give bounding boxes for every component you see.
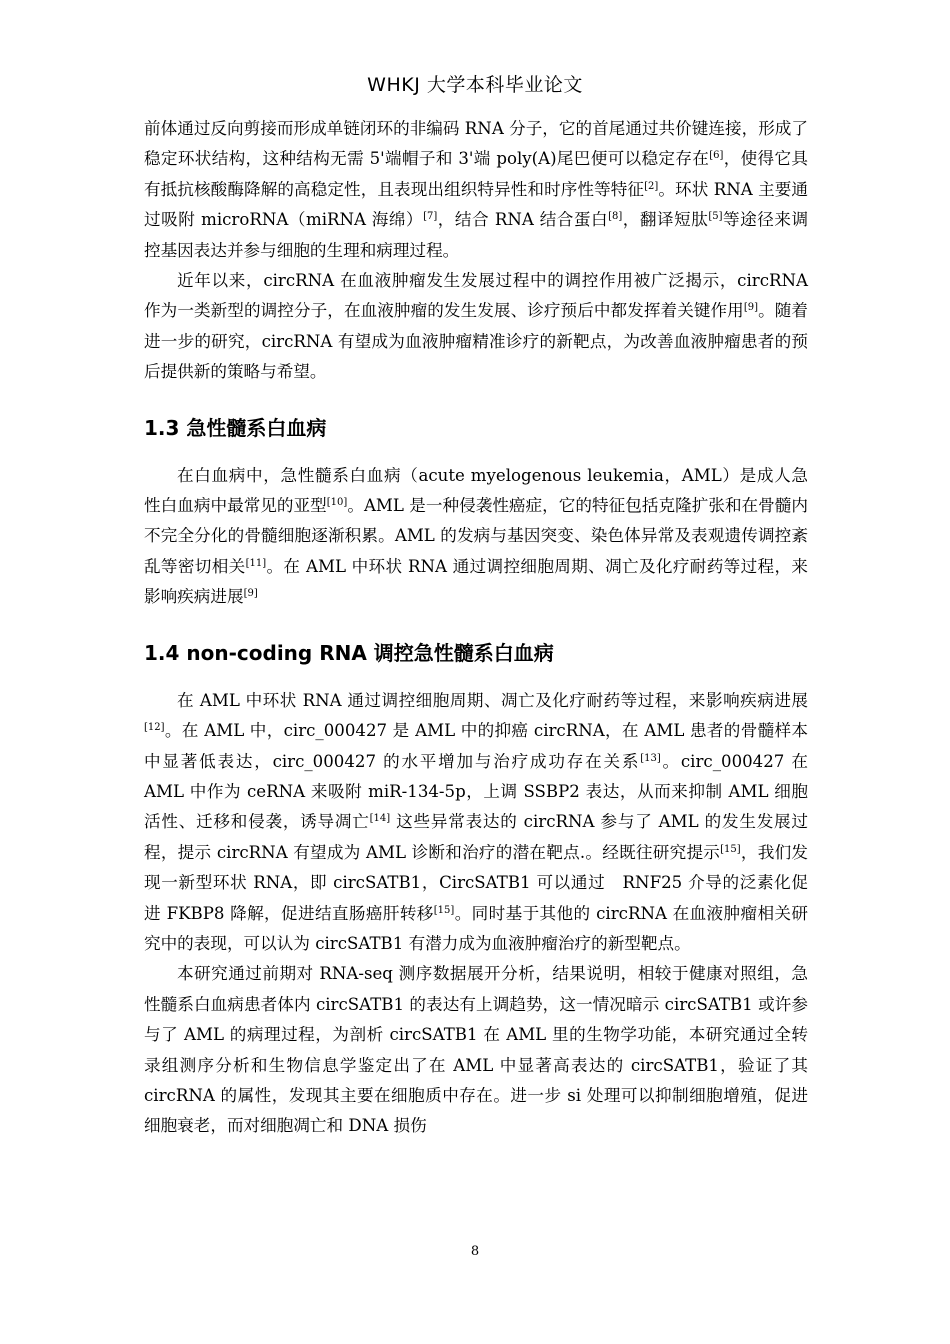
citation-ref: [12] — [144, 722, 165, 734]
text-run: ，结合 RNA 结合蛋白 — [437, 210, 609, 230]
text-run: 。环状 RNA 主要通过吸附 microRNA（miRNA 海绵） — [144, 179, 809, 230]
text-run: 。AML 是一种侵袭性癌症，它的特征包括克隆扩张和在骨髓内不完全分化的骨髓细胞逐渐积累。AML 的发病与基因突变、染色体异常及表观遗传调控紊乱等密切相关 — [144, 496, 808, 576]
paragraph — [144, 686, 808, 960]
page-number: 8 — [470, 1244, 480, 1259]
citation-ref: [15] — [433, 904, 455, 916]
citation-ref: [2] — [644, 180, 659, 192]
text-run: ，我们发现一新型环状 RNA，即 circSATB1，CircSATB1 可以通过 RNF25 介导的泛素化促进 FKBP8 降解，促进结直肠癌肝转移 — [144, 842, 808, 923]
text-run: 。在 AML 中，circ_000427 是 AML 中的抑癌 circRNA，在 AML 患者的骨髓样本中显著低表达，circ_000427 的水平增加与治疗成功存在关系 — [144, 721, 808, 771]
citation-ref: [14] — [369, 813, 391, 825]
text-run: 。同时基于其他的 circRNA 在血液肿瘤相关研究中的表现，可以认为 circSATB1 有潜力成为血液肿瘤治疗的新型靶点。 — [144, 903, 808, 953]
text-run: 本研究通过前期对 RNA-seq 测序数据展开分析，结果说明，相较于健康对照组，急性髓系白血病患者体内 circSATB1 的表达有上调趋势，这一情况暗示 circSATB1 或许参与了 AML 的病理过程，为剖析 circSATB1 在 AML 里的生物学功能，本研究通过全转录组测序分析和生物信息学鉴定出了在 AML 中显著高表达的 circSATB1，验证了其 circRNA 的属性，发现其主要在细胞质中存在。进一步 si 处理可以抑制细胞增殖，促进细胞衰老，而对细胞凋亡和 DNA 损伤 — [144, 964, 808, 1136]
text-run: 前体通过反向剪接而形成单链闭环的非编码 RNA 分子，它的首尾通过共价键连接，形成了稳定环状结构，这种结构无需 5'端帽子和 3'端 poly(A)尾巴便可以稳定存在 — [144, 119, 808, 169]
section-heading-1-4: 1.4 non-coding RNA 调控急性髓系白血病 — [144, 640, 554, 665]
paragraph — [144, 114, 808, 266]
citation-ref: [15] — [720, 843, 741, 855]
running-header: WHKJ 大学本科毕业论文 — [367, 74, 583, 96]
text-run: 等途径来调控基因表达并参与细胞的生理和病理过程。 — [144, 210, 809, 260]
citation-ref: [13] — [640, 752, 661, 764]
text-run: 在 AML 中环状 RNA 通过调控细胞周期、凋亡及化疗耐药等过程，来影响疾病进展 — [177, 690, 808, 710]
paragraph — [144, 266, 808, 388]
paragraph — [144, 959, 808, 1141]
text-run: 。circ_000427 在 AML 中作为 ceRNA 来吸附 miR-134-5p，上调 SSBP2 表达，从而来抑制 AML 细胞活性、迁移和侵袭，诱导凋亡 — [144, 751, 808, 832]
text-run: 近年以来，circRNA 在血液肿瘤发生发展过程中的调控作用被广泛揭示，circRNA 作为一类新型的调控分子，在血液肿瘤的发生发展、诊疗预后中都发挥着关键作用 — [144, 271, 808, 321]
citation-ref: [9] — [243, 588, 258, 600]
paragraph — [144, 461, 808, 613]
citation-ref: [7] — [423, 211, 438, 223]
text-run: 。随着进一步的研究，circRNA 有望成为血液肿瘤精准诊疗的新靶点，为改善血液肿瘤患者的预后提供新的策略与希望。 — [144, 301, 809, 382]
section-heading-1-3: 1.3 急性髓系白血病 — [144, 415, 327, 440]
citation-ref: [9] — [743, 302, 759, 314]
text-run: 在白血病中，急性髓系白血病（acute myelogenous leukemia，AML）是成人急性白血病中最常见的亚型 — [144, 465, 808, 516]
citation-ref: [8] — [608, 211, 623, 223]
text-run: 这些异常表达的 circRNA 参与了 AML 的发生发展过程，提示 circRNA 有望成为 AML 诊断和治疗的潜在靶点.。经既往研究提示 — [144, 812, 808, 862]
body-text — [144, 114, 808, 1142]
citation-ref: [10] — [326, 497, 348, 509]
citation-ref: [6] — [709, 150, 724, 162]
citation-ref: [5] — [708, 211, 723, 223]
text-run: ，使得它具有抵抗核酸酶降解的高稳定性，且表现出组织特异性和时序性等特征 — [144, 149, 808, 199]
text-run: 。在 AML 中环状 RNA 通过调控细胞周期、凋亡及化疗耐药等过程，来影响疾病进展 — [144, 556, 808, 607]
text-run: ，翻译短肽 — [622, 210, 709, 230]
citation-ref: [11] — [245, 557, 267, 569]
